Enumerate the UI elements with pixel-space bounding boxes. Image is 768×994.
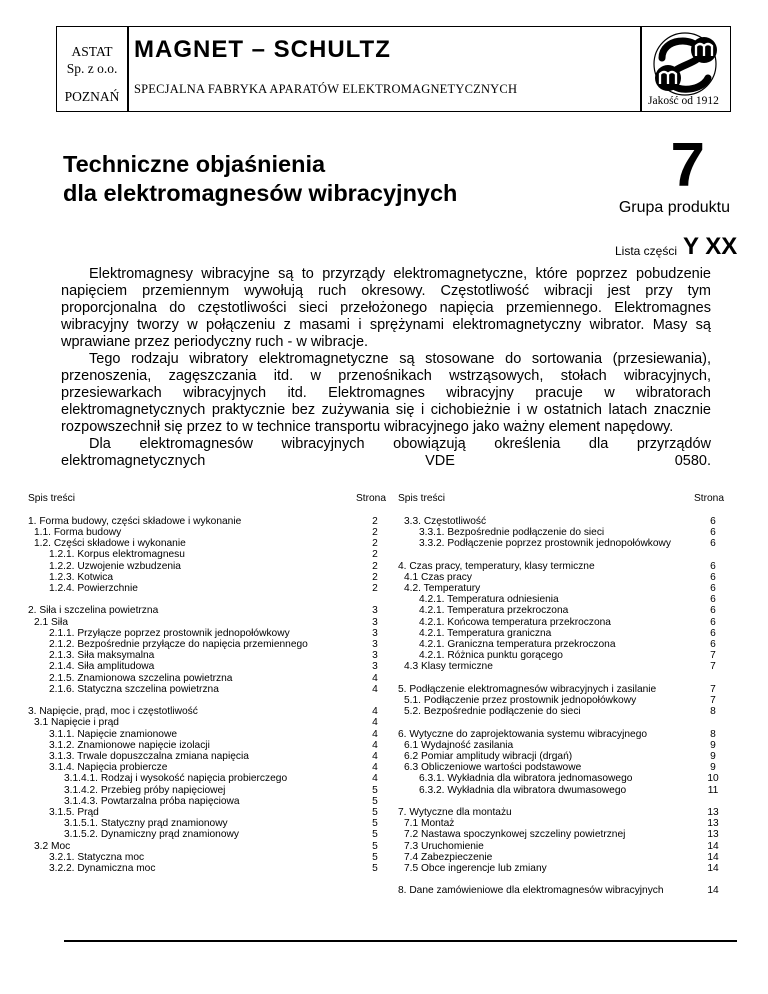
- toc-right-column: [398, 493, 728, 897]
- toc-entry[interactable]: [398, 572, 728, 583]
- toc-entry-page: 14: [707, 840, 719, 852]
- toc-entry[interactable]: [398, 885, 728, 896]
- toc-entry-page: 6: [710, 560, 716, 572]
- toc-entry[interactable]: [28, 852, 390, 863]
- toc-heading: Spis treści: [28, 493, 75, 504]
- toc-entry-title: 4. Czas pracy, temperatury, klasy termiczne: [398, 560, 595, 572]
- toc-entry-page: 13: [707, 829, 719, 841]
- header-divider-left: [127, 26, 129, 112]
- toc-entry-page: 3: [372, 661, 378, 673]
- toc-entry-page: 7: [710, 661, 716, 673]
- toc-entry-title: 3.3.2. Podłączenie poprzez prostownik jednopołówkowy: [419, 538, 672, 550]
- toc-entry-page: 6: [710, 526, 716, 538]
- product-group-label: Grupa produktu: [618, 199, 730, 216]
- toc-entry-title: 6.1 Wydajność zasilania: [404, 739, 514, 751]
- toc-entry-title: 1.1. Forma budowy: [34, 526, 122, 538]
- toc-entry[interactable]: [398, 684, 728, 695]
- toc-entry[interactable]: [398, 605, 728, 616]
- toc-entry-title: 3.1.3. Trwale dopuszczalna zmiana napięcia: [49, 750, 249, 762]
- toc-entry-page: 10: [707, 773, 719, 785]
- toc-entry-page: 9: [710, 739, 716, 751]
- product-group-number: 7: [670, 131, 705, 200]
- toc-entry[interactable]: [28, 538, 390, 549]
- parts-list-code: Y XX: [683, 233, 738, 260]
- toc-entry[interactable]: [28, 751, 390, 762]
- intro-paragraph: Tego rodzaju wibratory elektromagnetyczne są stosowane do sortowania (przesiewania), przenoszenia, zagęszczania itd. w przenośnikach wstrząsowych, stołach wibracyjnych, przesiewarkach wibracyjnych itd. Elektromagnes wibracyjny pracuje w wibratorach elektromagnetycznych praktycznie bez zużywania się i cichobieżnie i w ostatnich latach znacznie rozpowszechnił się przez to w technice transportu wibracyjnego jako ważny element napędowy.: [61, 351, 711, 435]
- toc-entry-title: 4.2.1. Temperatura graniczna: [419, 627, 552, 639]
- toc-entry-page: 4: [372, 706, 378, 718]
- toc-entry-title: 7. Wytyczne dla montażu: [398, 806, 512, 818]
- toc-entry-title: 2. Siła i szczelina powietrzna: [28, 605, 159, 617]
- company-line-1: ASTAT: [71, 44, 113, 59]
- toc-entry[interactable]: [28, 605, 390, 616]
- toc-entry[interactable]: [398, 527, 728, 538]
- toc-entry-title: 1.2.2. Uzwojenie wzbudzenia: [49, 560, 181, 572]
- toc-entry[interactable]: [398, 538, 728, 549]
- toc-entry[interactable]: [398, 583, 728, 594]
- toc-entry-page: 11: [707, 784, 719, 796]
- toc-entry[interactable]: [28, 639, 390, 650]
- toc-entry-page: 5: [372, 862, 378, 874]
- toc-entry[interactable]: [28, 841, 390, 852]
- toc-entry-title: 1.2.1. Korpus elektromagnesu: [49, 549, 185, 561]
- toc-entry[interactable]: [28, 762, 390, 773]
- toc-entry-title: 4.2.1. Końcowa temperatura przekroczona: [419, 616, 611, 628]
- toc-entry-page: 4: [372, 762, 378, 774]
- toc-entry-title: 3.1.4. Napięcia probiercze: [49, 762, 168, 774]
- toc-entry-page: 6: [710, 594, 716, 606]
- toc-entry-title: 4.2.1. Graniczna temperatura przekroczona: [419, 638, 616, 650]
- toc-entry-page: 5: [372, 806, 378, 818]
- toc-entry-page: 14: [707, 885, 719, 897]
- toc-entry-page: 4: [372, 672, 378, 684]
- toc-entry[interactable]: [398, 650, 728, 661]
- toc-entry-title: 6.3.1. Wykładnia dla wibratora jednomasowego: [419, 773, 633, 785]
- toc-entry[interactable]: [28, 729, 390, 740]
- toc-entry-title: 3.1.5. Prąd: [49, 806, 99, 818]
- toc-entry[interactable]: [398, 628, 728, 639]
- company-line-2: Sp. z o.o.: [66, 61, 118, 76]
- toc-entry-page: 6: [710, 627, 716, 639]
- toc-entry-title: 3.1.1. Napięcie znamionowe: [49, 728, 177, 740]
- toc-header: [28, 493, 390, 504]
- toc-entry-title: 3.1.5.2. Dynamiczny prąd znamionowy: [64, 829, 239, 841]
- toc-entry-page: 6: [710, 515, 716, 527]
- toc-entry[interactable]: [28, 527, 390, 538]
- toc-entry-title: 4.1 Czas pracy: [404, 571, 472, 583]
- toc-spacer: [398, 673, 728, 684]
- bottom-rule: [64, 940, 737, 942]
- company-name: MAGNET – SCHULTZ: [134, 36, 391, 63]
- intro-paragraph: Dla elektromagnesów wibracyjnych obowiązują określenia dla przyrządów elektromagnetycznych VDE 0580.: [61, 436, 711, 469]
- toc-entry-title: 2.1.2. Bezpośrednie przyłącze do napięcia przemiennego: [49, 638, 308, 650]
- toc-entry-title: 5. Podłączenie elektromagnesów wibracyjnych i zasilanie: [398, 683, 657, 695]
- toc-entry-title: 3.2.2. Dynamiczna moc: [49, 862, 156, 874]
- toc-entry-title: 1. Forma budowy, części składowe i wykonanie: [28, 515, 242, 527]
- parts-list-label: Lista części: [615, 244, 678, 258]
- toc-entry-page: 13: [707, 818, 719, 830]
- toc-entry[interactable]: [398, 863, 728, 874]
- toc-entry-page: 6: [710, 538, 716, 550]
- toc-entry-page: 3: [372, 616, 378, 628]
- toc-entry[interactable]: [398, 829, 728, 840]
- toc-entry[interactable]: [398, 852, 728, 863]
- toc-entry-title: 2.1.6. Statyczna szczelina powietrzna: [49, 683, 219, 695]
- toc-entry-page: 7: [710, 694, 716, 706]
- toc-entry[interactable]: [28, 706, 390, 717]
- toc-entry-title: 4.2.1. Temperatura odniesienia: [419, 594, 559, 606]
- toc-entry-title: 5.2. Bezpośrednie podłączenie do sieci: [404, 706, 581, 718]
- toc-entry-page: 7: [710, 650, 716, 662]
- toc-entry-title: 6.2 Pomiar amplitudy wibracji (drgań): [404, 750, 573, 762]
- toc-entry-title: 7.5 Obce ingerencje lub zmiany: [404, 862, 547, 874]
- toc-entry-page: 7: [710, 683, 716, 695]
- toc-entry-page: 5: [372, 795, 378, 807]
- toc-entry[interactable]: [398, 841, 728, 852]
- toc-entry-page: 6: [710, 605, 716, 617]
- toc-entry-title: 3.1.4.1. Rodzaj i wysokość napięcia probierczego: [64, 773, 288, 785]
- toc-entry[interactable]: [398, 818, 728, 829]
- toc-entry[interactable]: [398, 695, 728, 706]
- toc-page-heading: Strona: [693, 493, 724, 504]
- toc-entry-title: 2.1.1. Przyłącze poprzez prostownik jednopołówkowy: [49, 627, 290, 639]
- toc-entry[interactable]: [398, 751, 728, 762]
- toc-entry[interactable]: [398, 785, 728, 796]
- toc-entry-title: 2.1.4. Siła amplitudowa: [49, 661, 155, 673]
- company-line-3: POZNAŃ: [64, 89, 120, 104]
- toc-spacer: [398, 549, 728, 560]
- toc-entry-title: 2.1.3. Siła maksymalna: [49, 650, 155, 662]
- toc-entry[interactable]: [398, 706, 728, 717]
- toc-entry-page: 4: [372, 728, 378, 740]
- toc-entry[interactable]: [28, 785, 390, 796]
- toc-left-column: [28, 493, 390, 874]
- toc-entry-title: 7.1 Montaż: [404, 818, 455, 830]
- toc-entry-page: 5: [372, 818, 378, 830]
- toc-entry[interactable]: [28, 516, 390, 527]
- toc-entry[interactable]: [28, 661, 390, 672]
- toc-entry[interactable]: [28, 684, 390, 695]
- toc-entry[interactable]: [398, 617, 728, 628]
- toc-entry[interactable]: [28, 617, 390, 628]
- toc-entry[interactable]: [28, 561, 390, 572]
- toc-entry-page: 14: [707, 862, 719, 874]
- intro-paragraph: Elektromagnesy wibracyjne są to przyrządy elektromagnetyczne, które poprzez pobudzenie napięciem przemiennym wywołują ruch okresowy. Częstotliwość wibracji jest przy tym proporcjonalna do częstotliwości sieci przełożonego napięcia przemiennego. Elektromagnes wibracyjny tworzy w połączeniu z masami i sprężynami elektromagnetyczny wibrator. Masy są wprawiane przez periodyczny ruch - w wibracje.: [61, 266, 711, 350]
- toc-entry-title: 4.2. Temperatury: [404, 582, 481, 594]
- toc-entry[interactable]: [398, 762, 728, 773]
- toc-entry-page: 6: [710, 616, 716, 628]
- toc-entry-title: 4.2.1. Różnica punktu gorącego: [419, 650, 563, 662]
- title-line-2: dla elektromagnesów wibracyjnych: [63, 180, 458, 206]
- toc-entry-page: 5: [372, 784, 378, 796]
- toc-entry-title: 6.3 Obliczeniowe wartości podstawowe: [404, 762, 582, 774]
- toc-entry-title: 6. Wytyczne do zaprojektowania systemu wibracyjnego: [398, 728, 648, 740]
- toc-spacer: [398, 717, 728, 728]
- toc-entry-title: 3.1.4.2. Przebieg próby napięciowej: [64, 784, 226, 796]
- toc-entry[interactable]: [28, 572, 390, 583]
- toc-entries: [398, 516, 728, 897]
- toc-entry-title: 3.2.1. Statyczna moc: [49, 851, 145, 863]
- toc-entry-title: 3.1 Napięcie i prąd: [34, 717, 119, 729]
- toc-entry-page: 3: [372, 638, 378, 650]
- toc-entry-title: 3. Napięcie, prąd, moc i częstotliwość: [28, 706, 198, 718]
- toc-entry[interactable]: [28, 829, 390, 840]
- toc-heading: Spis treści: [398, 493, 445, 504]
- toc-entry[interactable]: [398, 740, 728, 751]
- toc-spacer: [398, 796, 728, 807]
- toc-entry-page: 3: [372, 650, 378, 662]
- toc-entry-page: 6: [710, 582, 716, 594]
- toc-entry[interactable]: [398, 773, 728, 784]
- toc-entry-page: 5: [372, 829, 378, 841]
- toc-entry[interactable]: [28, 628, 390, 639]
- toc-entry[interactable]: [28, 740, 390, 751]
- toc-entry-page: 4: [372, 773, 378, 785]
- toc-entry-page: 2: [372, 538, 378, 550]
- toc-entry[interactable]: [28, 863, 390, 874]
- toc-entry-page: 2: [372, 549, 378, 561]
- toc-entry[interactable]: [28, 673, 390, 684]
- title-line-1: Techniczne objaśnienia: [63, 151, 326, 177]
- toc-entry-page: 6: [710, 638, 716, 650]
- toc-entry-title: 7.2 Nastawa spoczynkowej szczeliny powietrznej: [404, 829, 626, 841]
- intro-text: [61, 266, 711, 470]
- toc-entry-title: 7.4 Zabezpieczenie: [404, 851, 493, 863]
- toc-spacer: [28, 695, 390, 706]
- toc-entry-page: 5: [372, 851, 378, 863]
- toc-entry-title: 1.2.3. Kotwica: [49, 571, 113, 583]
- page-title: [63, 150, 457, 208]
- toc-entry-page: 2: [372, 515, 378, 527]
- company-legal-block: [58, 43, 126, 105]
- toc-entry[interactable]: [28, 773, 390, 784]
- toc-entry-title: 3.1.5.1. Statyczny prąd znamionowy: [64, 818, 228, 830]
- toc-entry-page: 2: [372, 526, 378, 538]
- toc-entry-title: 8. Dane zamówieniowe dla elektromagnesów wibracyjnych: [398, 885, 664, 897]
- toc-entry-title: 3.3. Częstotliwość: [404, 515, 487, 527]
- toc-entry[interactable]: [398, 807, 728, 818]
- toc-entry-title: 5.1. Podłączenie przez prostownik jednopołówkowy: [404, 694, 637, 706]
- toc-entry-title: 2.1 Siła: [34, 616, 68, 628]
- company-tagline: SPECJALNA FABRYKA APARATÓW ELEKTROMAGNETYCZNYCH: [134, 82, 518, 96]
- toc-entry-page: 2: [372, 560, 378, 572]
- toc-entry[interactable]: [398, 561, 728, 572]
- toc-entry[interactable]: [398, 516, 728, 527]
- toc-entry[interactable]: [28, 796, 390, 807]
- toc-entry[interactable]: [28, 650, 390, 661]
- toc-entry-page: 5: [372, 840, 378, 852]
- toc-header: [398, 493, 728, 504]
- toc-entry[interactable]: [28, 818, 390, 829]
- toc-entry[interactable]: [398, 594, 728, 605]
- toc-entry-title: 1.2.4. Powierzchnie: [49, 582, 138, 594]
- toc-entry[interactable]: [28, 549, 390, 560]
- toc-entry-page: 8: [710, 706, 716, 718]
- toc-entry-page: 13: [707, 806, 719, 818]
- toc-entry-page: 14: [707, 851, 719, 863]
- toc-entry-page: 2: [372, 571, 378, 583]
- toc-entry-page: 6: [710, 571, 716, 583]
- toc-entry[interactable]: [28, 807, 390, 818]
- toc-entries: [28, 516, 390, 874]
- toc-entry[interactable]: [28, 717, 390, 728]
- toc-entry-title: 4.3 Klasy termiczne: [404, 661, 493, 673]
- toc-entry-title: 7.3 Uruchomienie: [404, 840, 484, 852]
- toc-entry[interactable]: [398, 661, 728, 672]
- toc-entry-title: 1.2. Części składowe i wykonanie: [34, 538, 186, 550]
- toc-entry-page: 4: [372, 739, 378, 751]
- toc-page-heading: Strona: [355, 493, 386, 504]
- toc-spacer: [398, 874, 728, 885]
- toc-entry[interactable]: [398, 729, 728, 740]
- toc-entry-title: 3.1.4.3. Powtarzalna próba napięciowa: [64, 795, 240, 807]
- toc-entry-title: 3.3.1. Bezpośrednie podłączenie do sieci: [419, 526, 605, 538]
- toc-entry[interactable]: [398, 639, 728, 650]
- toc-entry-page: 4: [372, 750, 378, 762]
- toc-entry-page: 3: [372, 605, 378, 617]
- toc-entry[interactable]: [28, 583, 390, 594]
- toc-entry-title: 2.1.5. Znamionowa szczelina powietrzna: [49, 672, 233, 684]
- toc-entry-page: 4: [372, 717, 378, 729]
- logo-caption: Jakość od 1912: [648, 95, 719, 107]
- toc-entry-title: 3.1.2. Znamionowe napięcie izolacji: [49, 739, 210, 751]
- toc-entry-page: 9: [710, 750, 716, 762]
- toc-entry-page: 8: [710, 728, 716, 740]
- toc-entry-page: 2: [372, 582, 378, 594]
- toc-entry-title: 4.2.1. Temperatura przekroczona: [419, 605, 569, 617]
- toc-entry-title: 6.3.2. Wykładnia dla wibratora dwumasowego: [419, 784, 627, 796]
- toc-entry-page: 9: [710, 762, 716, 774]
- toc-entry-page: 3: [372, 627, 378, 639]
- toc-spacer: [28, 594, 390, 605]
- toc-entry-page: 4: [372, 683, 378, 695]
- toc-entry-title: 3.2 Moc: [34, 840, 71, 852]
